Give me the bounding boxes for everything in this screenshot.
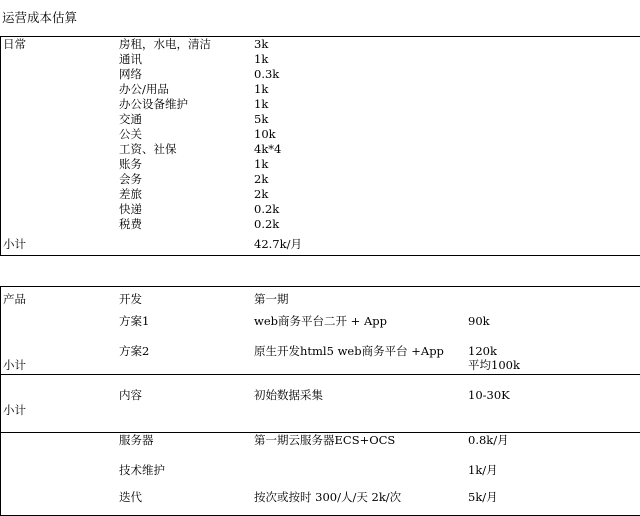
- plan2-cost: 120k: [468, 344, 497, 358]
- daily-item-name: 账务: [119, 157, 142, 171]
- daily-item-name: 网络: [119, 67, 142, 81]
- phase-header: 第一期: [254, 292, 289, 306]
- plan1-cost: 90k: [468, 314, 490, 328]
- daily-item-name: 办公/用品: [119, 82, 169, 96]
- maintenance-name: 技术维护: [119, 463, 165, 477]
- daily-subtotal-value: 42.7k/月: [254, 237, 302, 251]
- daily-item-value: 4k*4: [254, 142, 282, 156]
- daily-item-name: 交通: [119, 112, 142, 126]
- daily-item-name: 公关: [119, 127, 142, 141]
- daily-item-value: 2k: [254, 172, 269, 186]
- server-desc: 第一期云服务器ECS+OCS: [254, 433, 396, 447]
- plan2-desc: 原生开发html5 web商务平台 +App: [254, 344, 444, 358]
- daily-item-value: 1k: [254, 52, 269, 66]
- daily-section: [0, 36, 640, 256]
- daily-item-name: 房租，水电，清洁: [119, 37, 211, 51]
- daily-item-value: 1k: [254, 97, 269, 111]
- maintenance-cost: 1k/月: [468, 463, 498, 477]
- plan1-name: 方案1: [119, 314, 150, 328]
- daily-item-name: 通讯: [119, 52, 142, 66]
- server-cost: 0.8k/月: [468, 433, 509, 447]
- daily-label: 日常: [3, 37, 26, 51]
- daily-item-value: 1k: [254, 82, 269, 96]
- daily-item-value: 2k: [254, 187, 269, 201]
- daily-item-name: 办公设备维护: [119, 97, 188, 111]
- daily-item-value: 10k: [254, 127, 276, 141]
- server-name: 服务器: [119, 433, 154, 447]
- daily-item-value: 0.2k: [254, 217, 280, 231]
- daily-item-value: 5k: [254, 112, 269, 126]
- divider: [0, 374, 640, 375]
- product-label: 产品: [3, 292, 26, 306]
- daily-item-value: 1k: [254, 157, 269, 171]
- daily-item-name: 税费: [119, 217, 142, 231]
- plan1-desc: web商务平台二开 + App: [254, 314, 387, 328]
- plan2-name: 方案2: [119, 344, 150, 358]
- daily-item-value: 3k: [254, 37, 269, 51]
- plan2-note: 平均100k: [468, 358, 520, 372]
- daily-item-name: 快递: [119, 202, 142, 216]
- content-name: 内容: [119, 388, 142, 402]
- product-subtotal-label: 小计: [3, 358, 26, 372]
- dev-header: 开发: [119, 292, 142, 306]
- content-subtotal-label: 小计: [3, 403, 26, 417]
- iteration-cost: 5k/月: [468, 490, 498, 504]
- daily-subtotal-label: 小计: [3, 237, 26, 251]
- content-desc: 初始数据采集: [254, 388, 323, 402]
- content-cost: 10-30K: [468, 388, 510, 402]
- iteration-desc: 按次或按时 300/人/天 2k/次: [254, 490, 402, 504]
- daily-item-value: 0.3k: [254, 67, 280, 81]
- iteration-name: 迭代: [119, 490, 142, 504]
- daily-item-name: 工资、社保: [119, 142, 177, 156]
- daily-item-name: 会务: [119, 172, 142, 186]
- page-title: 运营成本估算: [2, 10, 78, 25]
- daily-item-name: 差旅: [119, 187, 142, 201]
- daily-item-value: 0.2k: [254, 202, 280, 216]
